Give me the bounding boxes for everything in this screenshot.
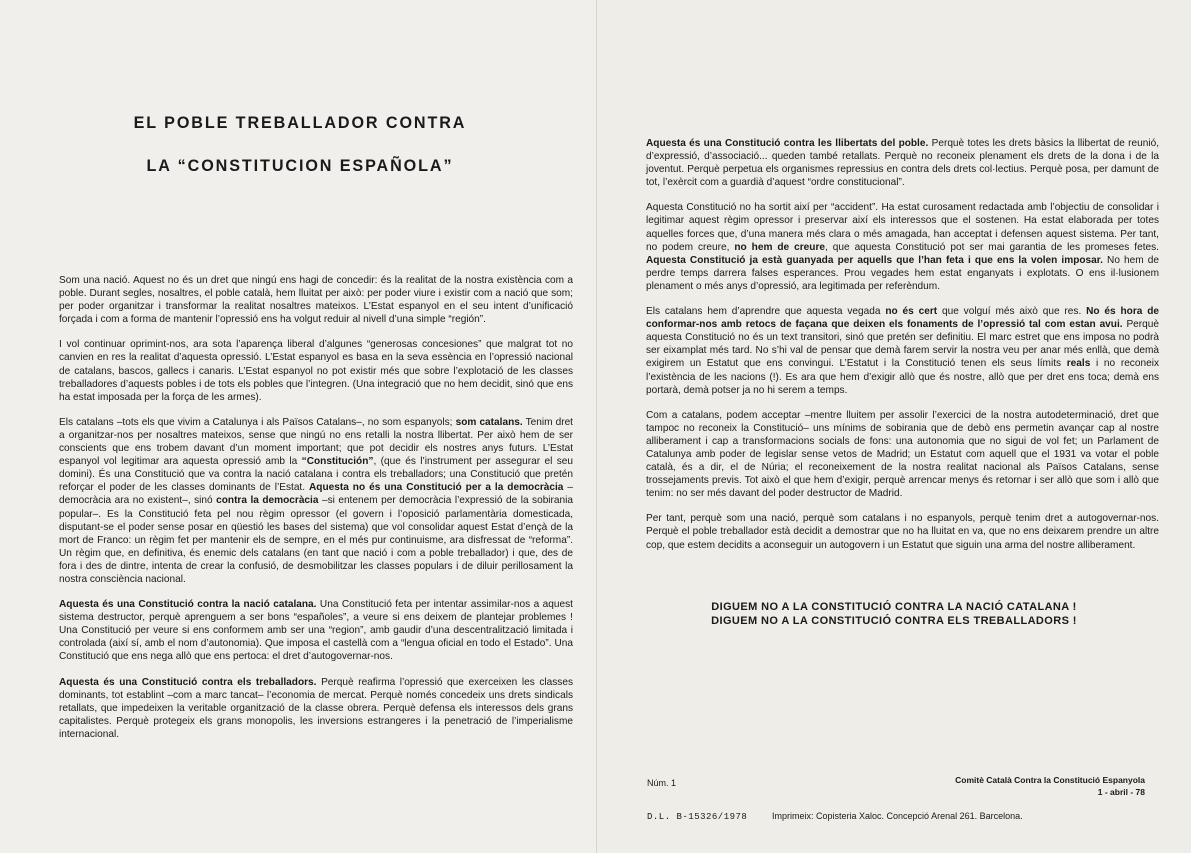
paragraph [59,338,573,403]
slogan-line-1: DIGUEM NO A LA CONSTITUCIÓ CONTRA LA NACIÓ CATALANA ! [711,601,1077,613]
bold-phrase: No és hora de conformar-nos amb retocs de façana que deixen els fonaments de l’opressió tal com estan avui. [646,306,1159,331]
issue-number: Núm. 1 [647,778,677,788]
text-run: i no reconeix l’existència de les nacions (!). Es ara que hem d’exigir allò que és nostre, allò que per dret ens toca; demà ens portarà, demà potser ja no hi serem a temps. [646,358,1159,396]
bold-phrase: Aquesta Constitució ja està guanyada per aquells que l’han feta i que ens la volen imposar. [646,254,1103,266]
right-body-text [646,137,1159,564]
text-run: , (que és l’instrument per assegurar el seu domini). És una Constitució que va contra la nació catalana i contra els treballadors; una Constitució que pretén reforçar el poder de les classes dominants de l’Estat. [59,456,573,494]
bold-phrase: contra la democràcia [216,495,319,507]
paragraph [646,201,1159,293]
text-run: Una Constitució feta per intentar assimilar-nos a aquest sistema destructor, perquè aprenguem a ser bons “españoles”, a veure si ens deixem de plantejar problemes ! Una Constitució per veure si ens conformem amb ser una “region”, amb gaudir d’una descentralització limitada i controlada (així sí, amb el nom d’autonomia). Que imposa el castellà com a “lengua oficial en todo el Estado”. Una Constitució que ens nega allò que ens pertoca: el dret d’autogovernar-nos. [59,599,573,663]
imprint: Imprimeix: Copisteria Xaloc. Concepció Arenal 261. Barcelona. [772,811,1023,821]
paragraph [59,274,573,326]
left-body-text [59,274,573,765]
text-run: Com a catalans, podem acceptar –mentre lluitem per assolir l’exercici de la nostra autodeterminació, dret que tampoc no reconeix la Constitució– uns mínims de sobirania que de debò ens permetin avançar cap al nostre alliberament i cap a transformacions socials de fons: una autonomia que no sigui de vol fet; un Parlament de Catalunya amb poder de legislar sense vetos de Madrid; un Estatut com aquell que el 1931 va votar el poble català, és a dir, el de Núria; el reconeixement de la nostra realitat nacional als Països Catalans, sense trossejaments previs. Tot això el que hem d’exigir, perquè arrencar menys és retornar i ser allò que som i allò que tenim: no ser més davant del poder destructor de Madrid. [646,409,1159,500]
text-run: Perquè totes les drets bàsics la llibertat de reunió, d’expressió, d’associació... queden també retallats. Perquè no reconeix plenament els drets de la dona i de la joventut. Perquè perpetua els organismes repressius en contra dels drets col·lectius. Perquè posa, per damunt de tot, l’exèrcit com a guardià d’aquest “ordre constitucional”. [646,138,1160,189]
bold-phrase: Aquesta és una Constitució contra les llibertats del poble. [646,138,929,149]
text-run: Els catalans –tots els que vivim a Catalunya i als Països Catalans–, no som espanyols; [59,416,456,428]
paragraph [59,416,573,586]
text-run: Aquesta Constitució no ha sortit així per “accident”. Ha estat curosament redactada amb l’objectiu de consolidar i legitimar aquest règim opressor i preservar així els interessos que el sostenen. Ha estat elaborada per totes aquelles forces que, d’una manera més clara o més amagada, han acceptat i defensen aquest sistema. Per tant, no podem creure, [646,202,1159,253]
committee-name: Comitè Català Contra la Constitució Espanyola [955,775,1145,785]
issue-date: 1 - abril - 78 [1097,787,1145,797]
paragraph [59,676,573,741]
legal-deposit: D.L. B-15326/1978 [647,812,748,822]
bold-phrase: Aquesta és una Constitució contra la nació catalana. [59,599,317,611]
text-run: Els catalans hem d’aprendre que aquesta vegada [646,306,886,318]
title-line-1: EL POBLE TREBALLADOR CONTRA [133,113,467,132]
bold-phrase: Aquesta és una Constitució contra els treballadors. [59,676,317,688]
bold-phrase: no hem de creure [734,241,825,253]
title-line-2: LA “CONSTITUCION ESPAÑOLA” [146,156,454,175]
text-run: Som una nació. Aquest no és un dret que ningú ens hagi de concedir: és la realitat de la nostra existència com a poble. Durant segles, nosaltres, el poble català, hem lluitat per això: per poder viure i existir com a nació que som; per poder organitzar i transformar la realitat nosaltres mateixos. L’Estat espanyol en el seu intent d’unificació forçada i com a forma de mantenir l’opressió ens ha volgut reduir al nivell d’una simple “región”. [59,275,573,326]
paragraph [646,512,1159,551]
paragraph [646,305,1159,397]
paragraph [59,598,573,663]
text-run: Tenim dret a organitzar-nos per nosaltres mateixos, sense que ningú no ens retalli la nostra llibertat. Per això hem de ser conscients que ens trobem davant d’un moment important; que pot decidir els nostres anys futurs. L’Estat espanyol vol legitimar ara aquesta opressió amb la [59,416,573,468]
text-run: que volguí més això que res. [937,306,1087,318]
committee-block [955,774,1145,798]
bold-phrase: “Constitución” [301,456,374,468]
text-run: Perquè aquesta Constitució no és un text transitori, sinó que pretén ser definitiu. El marc estret que ens imposa no podrà ser eixamplat més tard. No s’hi val de pensar que demà farem servir la nostra veu per anar més enllà, que demà exigirem un Estatut que ens convingui. L’Estatut i la Constitució tenen els seus límits [646,319,1159,370]
text-run: –democràcia ara no existent–, sinó [59,482,573,507]
paragraph [646,137,1159,189]
text-run: I vol continuar oprimint-nos, ara sota l’aparença liberal d’algunes “generosas concesiones” que malgrat tot no canvien en res la realitat d’aquesta opressió. L’Estat espanyol es basa en la seva essència en l’opressió nacional de catalans, bascos, gallecs i canaris. L’Estat espanyol no pot existir més que sobre l’explotació de les classes treballadores d’aquests pobles i de tots els pobles que l’integren. (Una integració que no hem decidit, sinó que ens ha estat imposada per la força de les armes). [59,339,573,403]
bold-phrase: som catalans. [455,416,523,428]
bold-phrase: no és cert [885,306,938,318]
text-run: Per tant, perquè som una nació, perquè som catalans i no espanyols, perquè tenim dret a autogovernar-nos. Perquè el poble treballador està decidit a demostrar que no ha lluitat en va, que no ens deixarem prendre un altre cop, que estem decidits a aconseguir un autogovern i un Estatut que siguin una arma del nostre alliberament. [646,513,1159,551]
bold-phrase: Aquesta no és una Constitució per a la democràcia [309,482,564,494]
text-run: Perquè reafirma l’opressió que exerceixen les classes dominants, tot establint –com a marc tancat– l’economia de mercat. Perquè només concedeix uns drets sindicals retallats, que impedeixen la veritable organització de la classe obrera. Perquè defensa els interessos dels grans capitalistes. Perquè protegeix els grans monopolis, les inversions estrangeres i la penetració de l’imperialisme internacional. [59,676,573,740]
bold-phrase: reals [1066,358,1091,370]
text-run: No hem de perdre temps darrera falses esperances. Prou vegades hem estat enganyats i explotats. O ens il·lusionem plenament o més anys d’opressió, ara legitimada per referèndum. [646,254,1159,292]
paragraph [646,409,1159,501]
text-run: , que aquesta Constitució pot ser mai garantia de les promeses fetes. [825,241,1159,253]
right-page [597,0,1191,853]
text-run: –si entenem per democràcia l’expressió de la sobirania popular–. Es la Constitució feta pel nou règim opressor (el govern i l’oposició parlamentària domesticada, disputant-se el poder sense posar en qüestió les bases del sistema) que vol consolidar aquest Estat d’ençà de la mort de Franco: un règim fet per mantenir els de sempre, en el més pur continuisme, ara disfressat de “reforma”. Un règim que, en definitiva, és enemic dels catalans (en tant que nació i com a poble treballador) i que, des de fora i des de dintre, intenta de crear la confusió, de desmobilitzar les classes populars i de diluir perillosament la nostra consciència nacional. [59,495,573,585]
slogan-line-2: DIGUEM NO A LA CONSTITUCIÓ CONTRA ELS TREBALLADORS ! [711,615,1077,627]
